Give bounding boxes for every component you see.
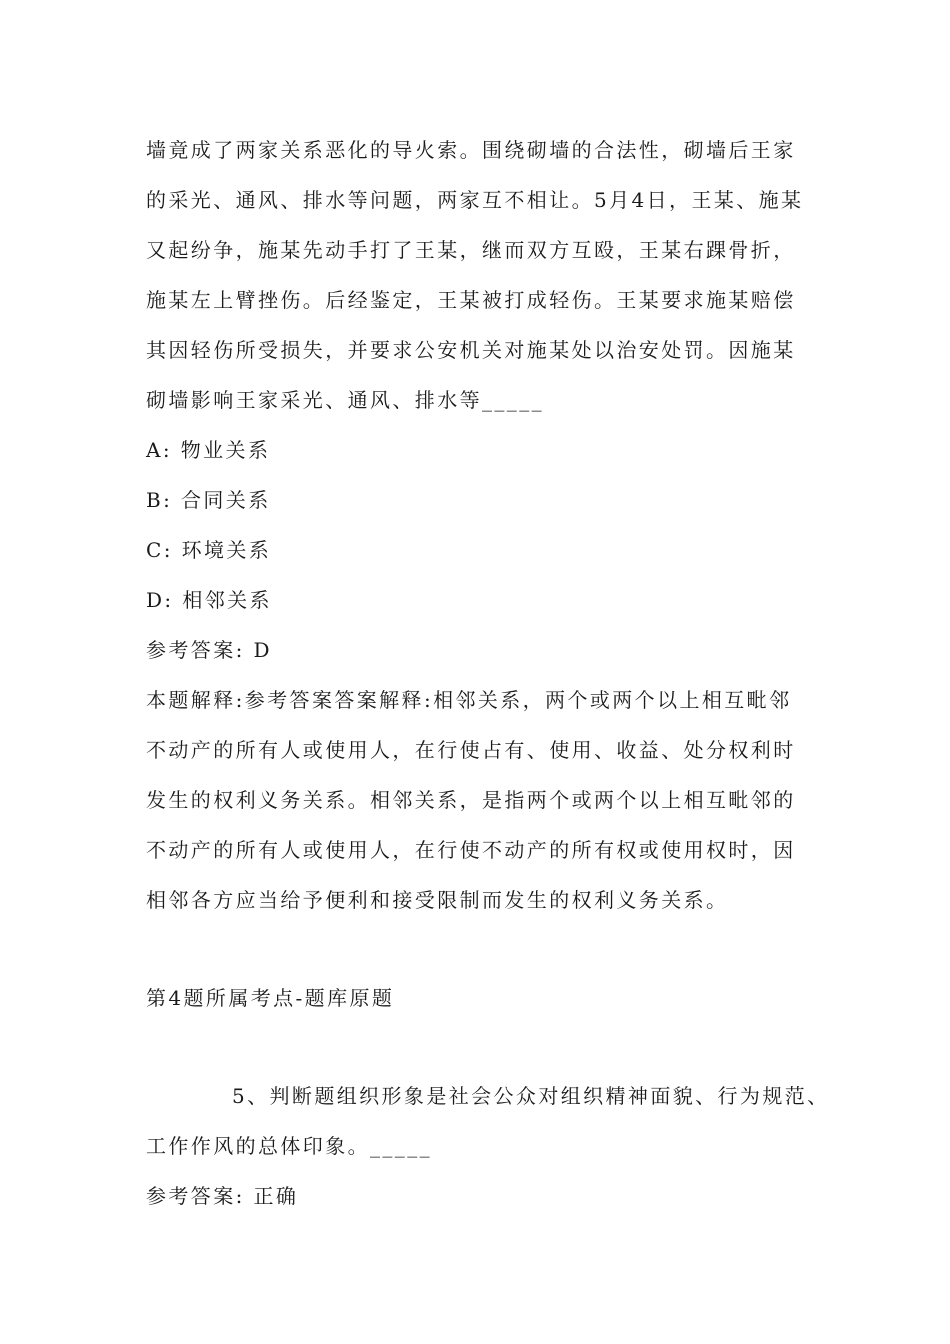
q3-stem-line-1: 墙竟成了两家关系恶化的导火索。围绕砌墙的合法性，砌墙后王家 (146, 138, 796, 162)
q3-stem-line-6: 砌墙影响王家采光、通风、排水等_____ (146, 388, 544, 412)
q4-topic: 第4题所属考点-题库原题 (146, 986, 395, 1010)
q3-option-a: A: 物业关系 (146, 438, 271, 462)
q3-stem-line-5: 其因轻伤所受损失，并要求公安机关对施某处以治安处罚。因施某 (146, 338, 796, 362)
q3-stem-line-3: 又起纷争，施某先动手打了王某，继而双方互殴，王某右踝骨折， (146, 238, 796, 262)
q3-stem-line-2: 的采光、通风、排水等问题，两家互不相让。5月4日，王某、施某 (146, 188, 804, 212)
q3-answer: 参考答案: D (146, 638, 272, 662)
q5-stem-line-2: 工作作风的总体印象。_____ (146, 1134, 432, 1158)
q3-explanation-line-5: 相邻各方应当给予便利和接受限制而发生的权利义务关系。 (146, 888, 729, 912)
q3-explanation-line-2: 不动产的所有人或使用人，在行使占有、使用、收益、处分权利时 (146, 738, 796, 762)
q3-stem-line-4: 施某左上臂挫伤。后经鉴定，王某被打成轻伤。王某要求施某赔偿 (146, 288, 796, 312)
q3-explanation-line-1: 本题解释:参考答案答案解释:相邻关系，两个或两个以上相互毗邻 (146, 688, 792, 712)
q3-option-b: B: 合同关系 (146, 488, 271, 512)
q3-explanation-line-4: 不动产的所有人或使用人，在行使不动产的所有权或使用权时，因 (146, 838, 796, 862)
q5-answer: 参考答案: 正确 (146, 1184, 299, 1208)
q3-option-d: D: 相邻关系 (146, 588, 272, 612)
q5-stem-line-1: 5、判断题组织形象是社会公众对组织精神面貌、行为规范、 (232, 1084, 830, 1108)
q3-option-c: C: 环境关系 (146, 538, 272, 562)
q3-explanation-line-3: 发生的权利义务关系。相邻关系，是指两个或两个以上相互毗邻的 (146, 788, 796, 812)
